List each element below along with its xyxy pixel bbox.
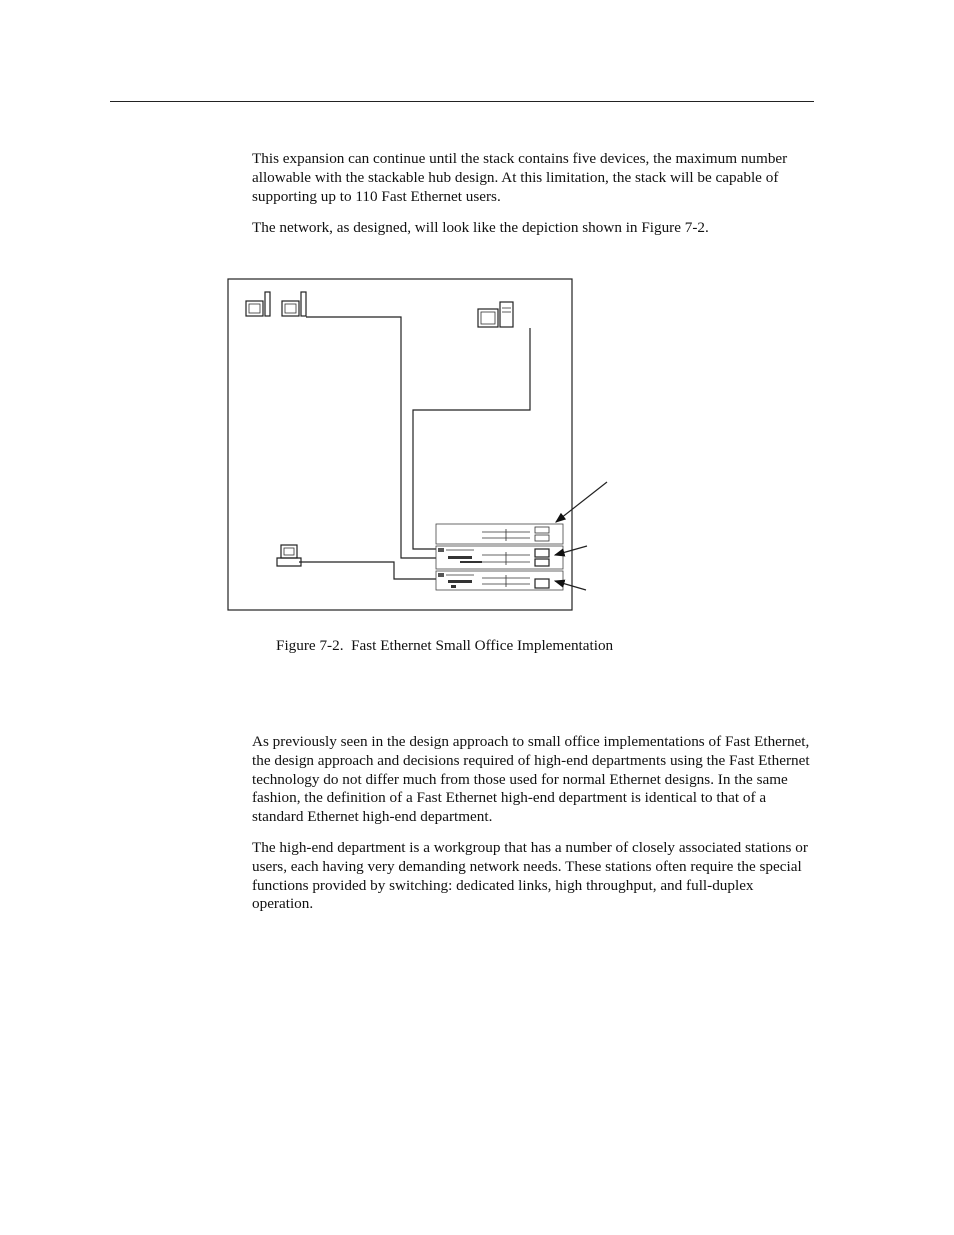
paragraph-stack-expansion: This expansion can continue until the stack contains five devices, the maximum number allowable with the stackable hub design. At this limitation, the stack will be capable of supporting up to 110 Fast Ethernet users. (252, 150, 788, 205)
stackable-hub-unit (436, 546, 563, 569)
paragraph-high-end-definition: The high-end department is a workgroup that has a number of closely associated stations or users, each having very demanding network needs. These stations often require the special functions provided by switching: dedicated links, high throughput, and full-duplex operation. (252, 839, 808, 913)
figure-caption: Figure 7-2. Fast Ethernet Small Office Implementation (276, 637, 614, 654)
paragraph-high-end-design: As previously seen in the design approach to small office implementations of Fast Ethernet, the design approach and decisions required of high-end departments using the Fast Ethernet technology do not differ much from those used for normal Ethernet designs. In the same fashion, the definition of a Fast Ethernet high-end department is identical to that of a standard Ethernet high-end department. (252, 733, 810, 826)
paragraph-network-depiction: The network, as designed, will look like the depiction shown in Figure 7-2. (252, 219, 709, 236)
stackable-hub-unit (436, 524, 563, 544)
stackable-hub-unit (436, 571, 563, 590)
